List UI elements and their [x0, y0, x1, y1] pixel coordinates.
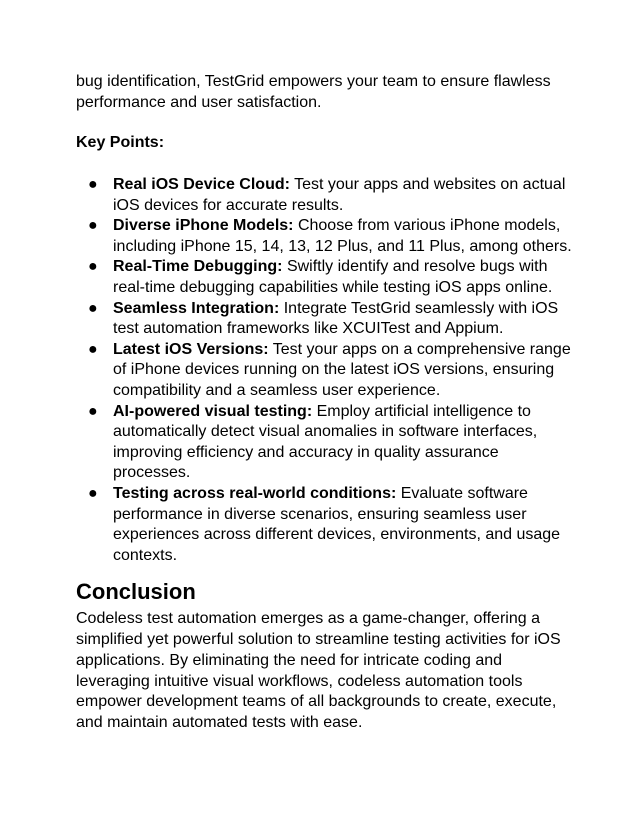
point-title: Real-Time Debugging: — [113, 258, 283, 276]
point-text: Test your apps on a comprehensive range of iPhone devices running on the latest iOS versions, ensuring compatibility and a seamless user experience. — [113, 340, 571, 399]
list-item — [76, 175, 576, 216]
list-item — [76, 340, 576, 402]
bullet-icon: ● — [88, 176, 98, 193]
point-title: Diverse iPhone Models: — [113, 217, 294, 235]
bullet-icon: ● — [88, 217, 98, 235]
point-title: AI-powered visual testing: — [113, 402, 313, 420]
bullet-icon: ● — [88, 258, 98, 276]
list-item — [76, 216, 576, 257]
conclusion-paragraph: Codeless test automation emerges as a game-changer, offering a simplified yet powerful solution to streamline testing activities for iOS applications. By eliminating the need for intricate coding and leveraging intuitive visual workflows, codeless automation tools empower development teams of all backgrounds to create, execute, and maintain automated tests with ease. — [76, 610, 561, 732]
bullet-icon: ● — [88, 402, 98, 420]
point-text: Evaluate software performance in diverse scenarios, ensuring seamless user experiences across different devices, environments, and usage contexts. — [113, 484, 561, 564]
point-text: Employ artificial intelligence to automatically detect visual anomalies in software interfaces, improving efficiency and accuracy in quality assurance processes. — [113, 402, 538, 482]
point-text: Choose from various iPhone models, including iPhone 15, 14, 13, 12 Plus, and 11 Plus, among others. — [113, 217, 572, 255]
bullet-icon: ● — [88, 299, 98, 317]
key-points-heading: Key Points: — [76, 134, 165, 151]
document-page — [76, 72, 576, 734]
point-text: Swiftly identify and resolve bugs with real-time debugging capabilities while testing iOS apps online. — [113, 258, 553, 296]
conclusion-heading: Conclusion — [76, 579, 196, 605]
key-points-list — [76, 175, 576, 566]
point-title: Latest iOS Versions: — [113, 340, 269, 358]
list-item — [76, 257, 576, 298]
point-text: Integrate TestGrid seamlessly with iOS test automation frameworks like XCUITest and Appium. — [113, 299, 559, 338]
list-item — [76, 402, 576, 484]
point-title: Testing across real-world conditions: — [113, 484, 397, 502]
bullet-icon: ● — [88, 484, 98, 502]
point-text: Test your apps and websites on actual iOS devices for accurate results. — [113, 176, 566, 214]
point-title: Seamless Integration: — [113, 299, 280, 317]
intro-paragraph: bug identification, TestGrid empowers your team to ensure flawless performance and user satisfaction. — [76, 73, 551, 111]
bullet-icon: ● — [88, 340, 98, 358]
list-item — [76, 299, 576, 340]
point-title: Real iOS Device Cloud: — [113, 176, 290, 193]
list-item — [76, 484, 576, 566]
